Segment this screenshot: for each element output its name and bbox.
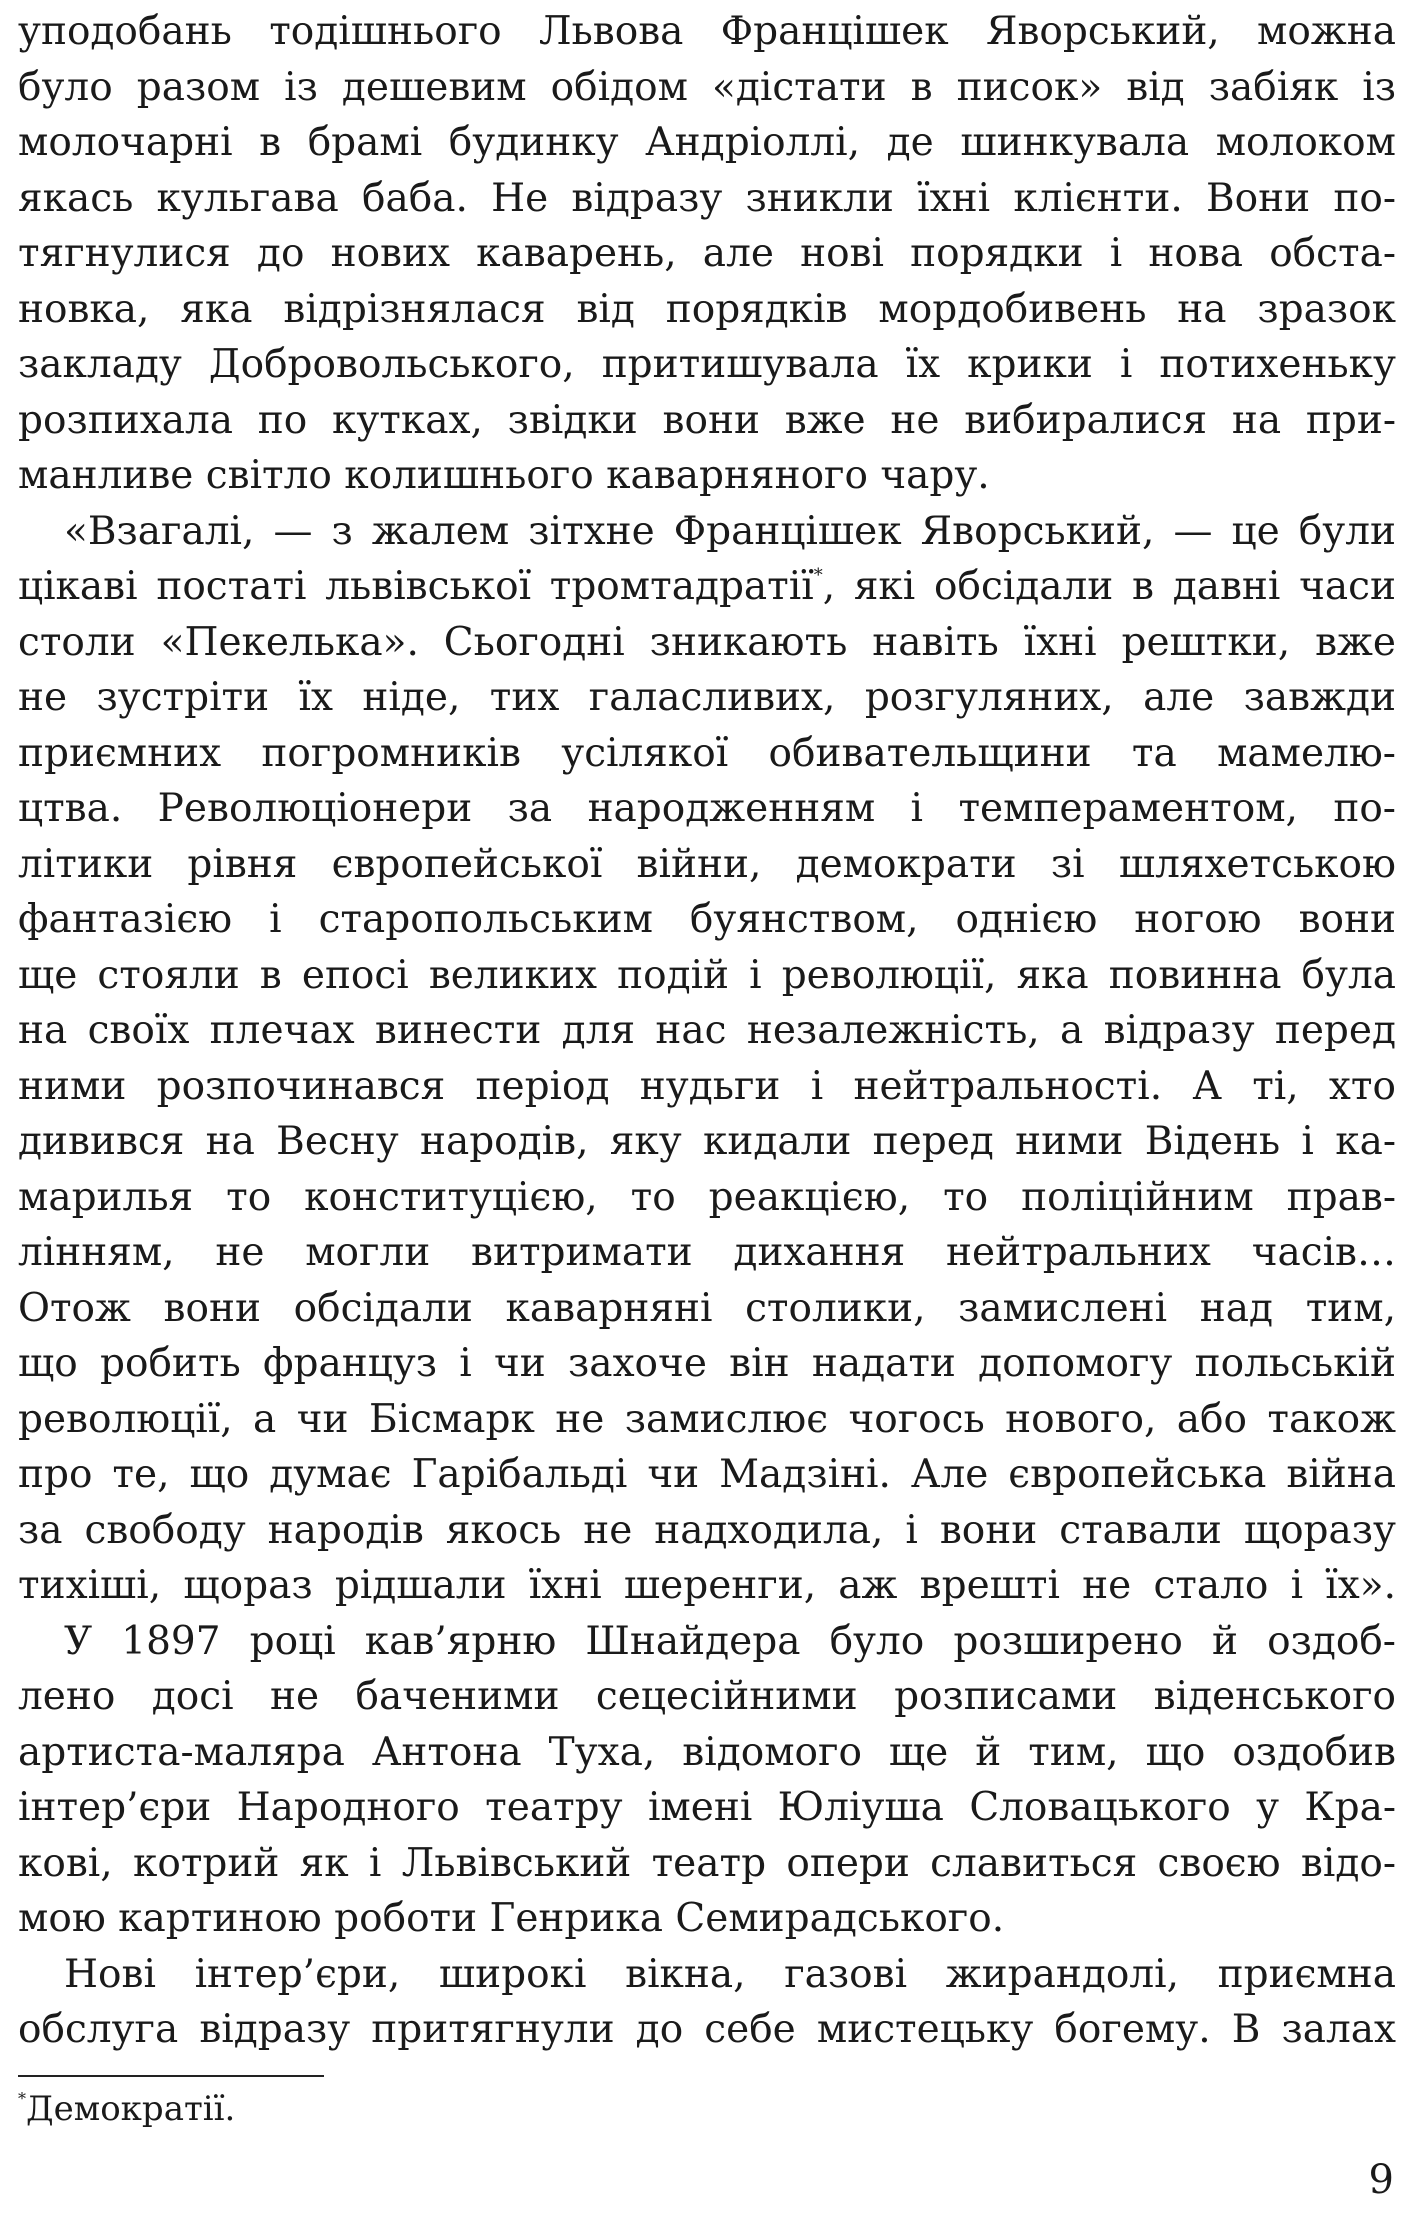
text-line: мою картиною роботи Генрика Семирадського. <box>18 1896 1005 1941</box>
footnote-divider <box>18 2075 324 2077</box>
text-line: дивився на Весну народів, яку кидали перед ними Відень і ка- <box>18 1119 1396 1164</box>
text-line: лено досі не баченими сецесійними розписами віденського <box>18 1674 1396 1719</box>
footnote <box>18 2085 235 2139</box>
text-line: не зустріти їх ніде, тих галасливих, розгуляних, але завжди <box>18 675 1396 720</box>
text-line: приємних погромників усілякої обивательщини та мамелю- <box>18 730 1396 776</box>
text-line: тихіші, щораз рідшали їхні шеренги, аж врешті не стало і їх». <box>18 1563 1396 1608</box>
text-line: Нові інтер’єри, широкі вікна, газові жирандолі, приємна <box>64 1951 1396 1997</box>
text-line: У 1897 році кав’ярню Шнайдера було розширено й оздоб- <box>64 1618 1396 1664</box>
text-line: лінням, не могли витримати дихання нейтральних часів… <box>18 1230 1396 1275</box>
body-text <box>18 4 1396 2058</box>
text-line: закладу Добровольського, притишувала їх крики і потихеньку <box>18 342 1396 387</box>
text-line: розпихала по кутках, звідки вони вже не вибиралися на при- <box>18 397 1396 443</box>
text-line: уподобань тодішнього Львова Францішек Яворський, можна <box>18 9 1396 54</box>
text-line: цтва. Революціонери за народженням і темпераментом, по- <box>18 786 1396 831</box>
text-line: молочарні в брамі будинку Андріоллі, де шинкувала молоком <box>18 120 1396 165</box>
text-line: на своїх плечах винести для нас незалежність, а відразу перед <box>18 1008 1396 1053</box>
text-line: артиста-маляра Антона Туха, відомого ще й тим, що оздобив <box>18 1729 1396 1775</box>
text-line: інтер’єри Народного театру імені Юліуша Словацького у Кра- <box>18 1785 1396 1830</box>
text-line: Отож вони обсідали каварняні столики, замислені над тим, <box>18 1285 1396 1331</box>
text-line: що робить француз і чи захоче він надати допомогу польській <box>18 1341 1396 1386</box>
text-line: революції, а чи Бісмарк не замислює чогось нового, або також <box>18 1396 1396 1442</box>
text-line: новка, яка відрізнялася від порядків мордобивень на зразок <box>18 286 1396 332</box>
text-line: столи «Пекелька». Сьогодні зникають навіть їхні рештки, вже <box>18 619 1396 665</box>
text-line: марилья то конституцією, то реакцією, то поліційним прав- <box>18 1174 1396 1220</box>
text-line: про те, що думає Гарібальді чи Мадзіні. Але європейська війна <box>18 1452 1396 1497</box>
text-line-with-footnote <box>18 559 1396 615</box>
text-line: «Взагалі, — з жалем зітхне Францішек Яворський, — це були <box>64 508 1396 554</box>
text-line: якась кульгава баба. Не відразу зникли їхні клієнти. Вони по- <box>18 175 1396 221</box>
text-line: кові, котрий як і Львівський театр опери славиться своєю відо- <box>18 1840 1396 1886</box>
footnote-mark: * <box>813 565 823 586</box>
text-line: ними розпочинався період нудьги і нейтральності. А ті, хто <box>18 1063 1396 1109</box>
text-segment: цікаві постаті львівської тромтадратії <box>18 564 814 609</box>
text-line: манливе світло колишнього каварняного чару. <box>18 453 990 498</box>
footnote-text: Демократії. <box>26 2089 236 2129</box>
text-line: було разом із дешевим обідом «дістати в писок» від забіяк із <box>18 64 1396 110</box>
text-line: тягнулися до нових каварень, але нові порядки і нова обста- <box>18 231 1396 276</box>
text-line: за свободу народів якось не надходила, і вони ставали щоразу <box>18 1507 1396 1553</box>
page-number: 9 <box>1368 2157 1394 2203</box>
text-line: фантазією і старопольським буянством, однією ногою вони <box>18 897 1396 942</box>
text-line: літики рівня європейської війни, демократи зі шляхетською <box>18 841 1396 887</box>
footnote-reference-mark: * <box>18 2089 26 2108</box>
text-line: обслуга відразу притягнули до себе мистецьку богему. В залах <box>18 2007 1396 2052</box>
text-segment: , які обсідали в давні часи <box>822 564 1396 609</box>
text-line: ще стояли в епосі великих подій і революції, яка повинна була <box>18 952 1396 998</box>
